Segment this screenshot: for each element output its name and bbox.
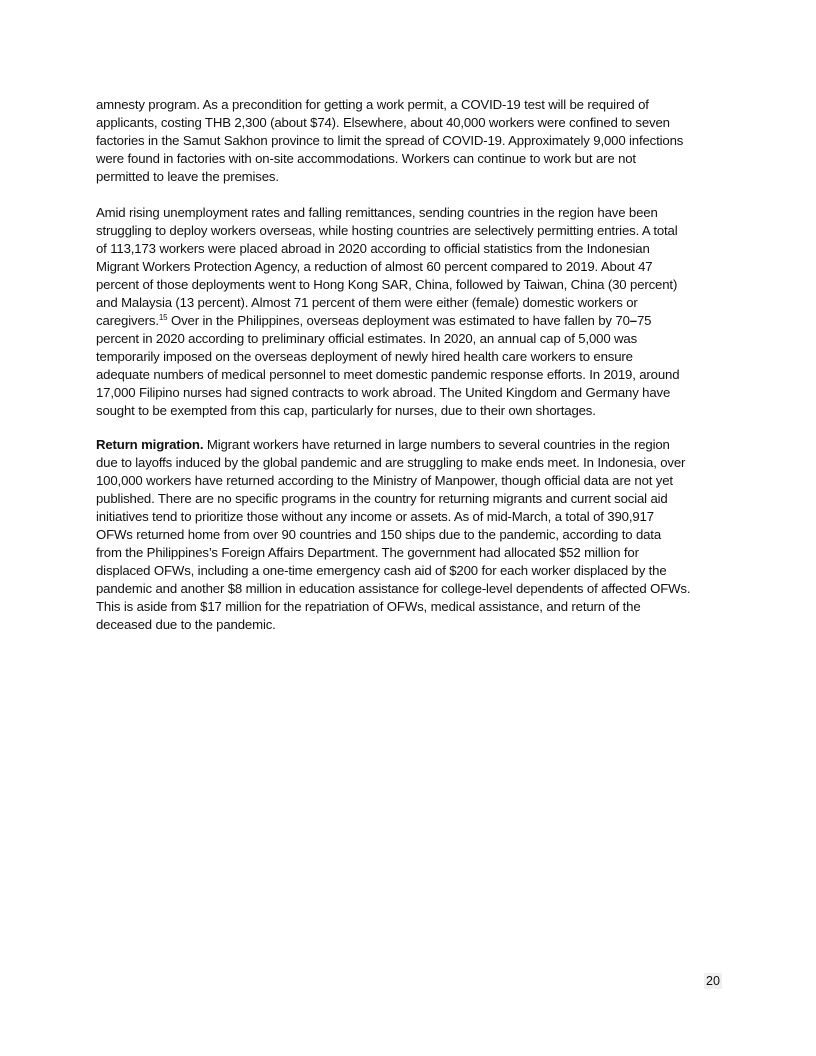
text-line: Amid rising unemployment rates and falling remittances, sending countries in the region have been	[96, 205, 658, 220]
text-line: Migrant Workers Protection Agency, a reduction of almost 60 percent compared to 2019. About 47	[96, 259, 653, 274]
text-line: This is aside from $17 million for the repatriation of OFWs, medical assistance, and return of the	[96, 599, 641, 614]
text-line-with-footnote	[96, 312, 722, 330]
paragraph-deployment	[96, 204, 722, 420]
text-line: due to layoffs induced by the global pandemic and are struggling to make ends meet. In Indonesia, over	[96, 455, 686, 470]
text-line: from the Philippines’s Foreign Affairs Department. The government had allocated $52 million for	[96, 545, 639, 560]
text-line: struggling to deploy workers overseas, while hosting countries are selectively permitting entries. A total	[96, 223, 678, 238]
text-line: displaced OFWs, including a one-time emergency cash aid of $200 for each worker displaced by the	[96, 563, 667, 578]
run-in-heading: Return migration.	[96, 437, 204, 452]
text-line: percent in 2020 according to preliminary official estimates. In 2020, an annual cap of 5,000 was	[96, 331, 638, 346]
text-line: published. There are no specific programs in the country for returning migrants and current social aid	[96, 491, 668, 506]
text-line: temporarily imposed on the overseas deployment of newly hired health care workers to ensure	[96, 349, 633, 364]
text-line: OFWs returned home from over 90 countries and 150 ships due to the pandemic, according to data	[96, 527, 662, 542]
text-line: 100,000 workers have returned according to the Ministry of Manpower, though official data are not yet	[96, 473, 673, 488]
paragraph-return-migration	[96, 436, 722, 634]
text-line: applicants, costing THB 2,300 (about $74). Elsewhere, about 40,000 workers were confined to seven	[96, 115, 670, 130]
text-fragment: Migrant workers have returned in large numbers to several countries in the region	[203, 437, 670, 452]
text-fragment: 75	[636, 313, 652, 328]
text-line: permitted to leave the premises.	[96, 169, 279, 184]
text-line: initiatives tend to prioritize those without any income or assets. As of mid-March, a total of 390,917	[96, 509, 654, 524]
text-line-with-heading	[96, 436, 722, 454]
text-line: adequate numbers of medical personnel to meet domestic pandemic response efforts. In 2019, around	[96, 367, 680, 382]
text-line: amnesty program. As a precondition for getting a work permit, a COVID-19 test will be required of	[96, 97, 649, 112]
text-line: 17,000 Filipino nurses had signed contracts to work abroad. The United Kingdom and Germany have	[96, 385, 671, 400]
footnote-marker[interactable]: 15	[158, 313, 168, 322]
text-line: sought to be exempted from this cap, particularly for nurses, due to their own shortages.	[96, 403, 596, 418]
paragraph-amnesty	[96, 96, 722, 186]
page-number: 20	[706, 974, 720, 988]
en-dash: –	[629, 313, 637, 328]
text-line: and Malaysia (13 percent). Almost 71 percent of them were either (female) domestic workers or	[96, 295, 638, 310]
text-line: were found in factories with on-site accommodations. Workers can continue to work but are not	[96, 151, 636, 166]
text-line: of 113,173 workers were placed abroad in 2020 according to official statistics from the Indonesian	[96, 241, 650, 256]
text-fragment: caregivers.	[96, 313, 159, 328]
text-line: factories in the Samut Sakhon province to limit the spread of COVID-19. Approximately 9,000 infections	[96, 133, 684, 148]
text-line: percent of those deployments went to Hong Kong SAR, China, followed by Taiwan, China (30 percent)	[96, 277, 678, 292]
text-fragment: Over in the Philippines, overseas deployment was estimated to have fallen by 70	[167, 313, 630, 328]
text-line: deceased due to the pandemic.	[96, 617, 276, 632]
text-line: pandemic and another $8 million in education assistance for college-level dependents of affected OFWs.	[96, 581, 691, 596]
